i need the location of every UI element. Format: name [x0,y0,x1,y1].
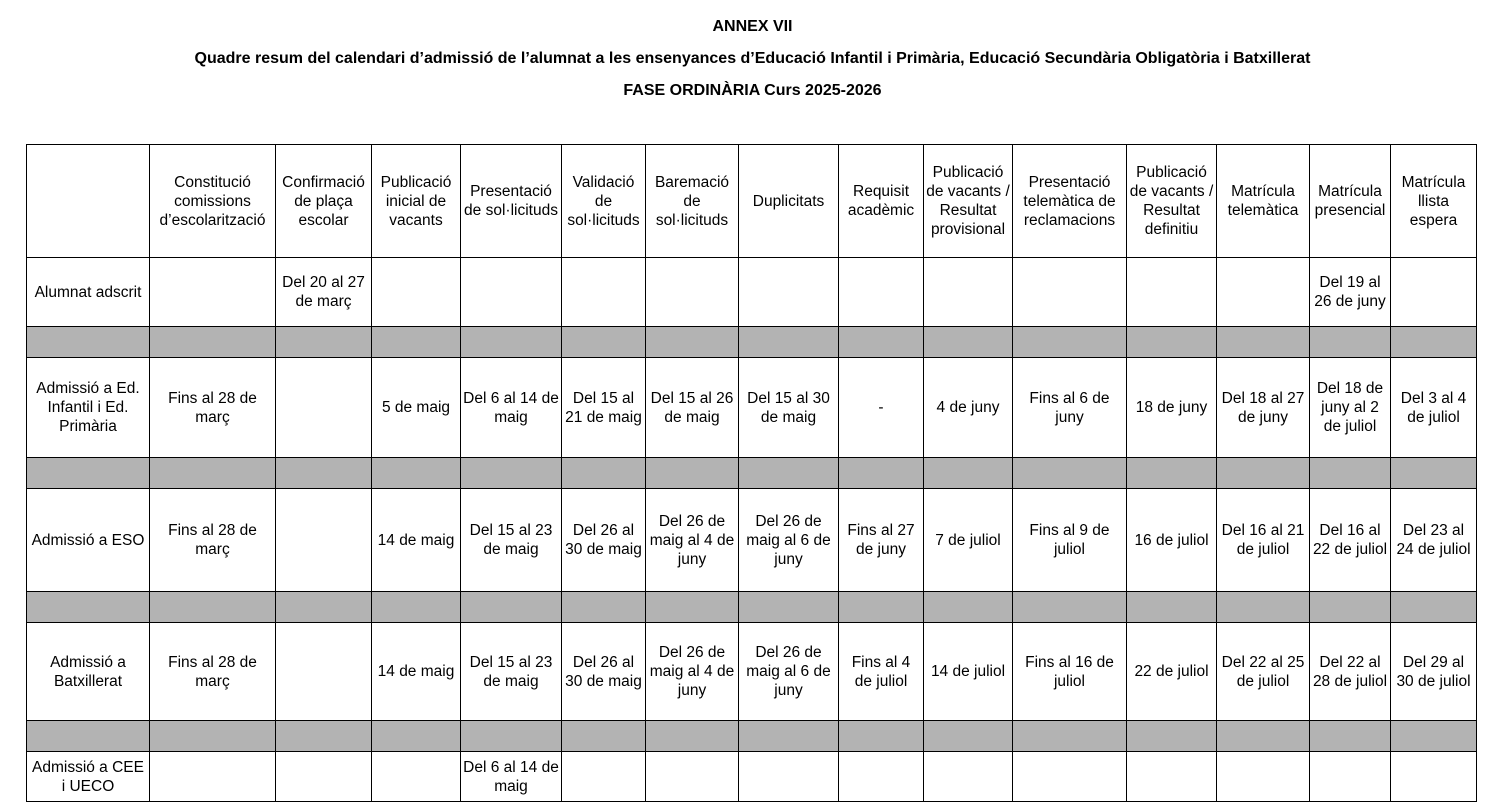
table-cell [839,258,924,327]
table-cell [924,752,1013,802]
table-cell [1217,752,1310,802]
column-header: Presentació de sol·licituds [461,145,562,258]
row-label: Alumnat adscrit [27,258,150,327]
column-header: Publicació de vacants / Resultat provisional [924,145,1013,258]
row-label: Admissió a Ed. Infantil i Ed. Primària [27,358,150,458]
row-label: Admissió a Batxillerat [27,623,150,721]
separator-cell [1013,592,1127,623]
separator-cell [739,327,839,358]
admission-calendar-table [26,144,1477,802]
table-cell: Del 26 al 30 de maig [562,489,646,592]
table-cell [1013,258,1127,327]
table-cell: Del 6 al 14 de maig [461,358,562,458]
table-cell: Del 18 de juny al 2 de juliol [1310,358,1391,458]
table-cell: Fins al 28 de març [150,358,276,458]
separator-row [27,721,1477,752]
table-cell [1391,752,1477,802]
table-cell: Fins al 4 de juliol [839,623,924,721]
header-row [27,145,1477,258]
column-header: Publicació inicial de vacants [372,145,461,258]
column-header: Matrícula llista espera [1391,145,1477,258]
separator-cell [27,327,150,358]
column-header: Baremació de sol·licituds [646,145,739,258]
table-cell [372,258,461,327]
separator-cell [1310,327,1391,358]
separator-cell [372,721,461,752]
separator-cell [1391,592,1477,623]
table-cell: Del 15 al 23 de maig [461,623,562,721]
table-cell: Fins al 27 de juny [839,489,924,592]
table-cell [461,258,562,327]
table-cell: Fins al 16 de juliol [1013,623,1127,721]
separator-cell [839,721,924,752]
table-cell: 4 de juny [924,358,1013,458]
table-row [27,752,1477,802]
table-cell [562,258,646,327]
table-cell: Del 22 al 28 de juliol [1310,623,1391,721]
separator-cell [1217,592,1310,623]
separator-cell [646,721,739,752]
separator-cell [924,327,1013,358]
header-corner-cell [27,145,150,258]
row-label: Admissió a CEE i UECO [27,752,150,802]
separator-row [27,327,1477,358]
table-cell: Del 20 al 27 de març [276,258,372,327]
separator-cell [1013,458,1127,489]
separator-row [27,458,1477,489]
table-cell: Del 16 al 21 de juliol [1217,489,1310,592]
separator-cell [1013,721,1127,752]
phase-title: FASE ORDINÀRIA Curs 2025-2026 [623,82,882,99]
table-cell [1127,752,1217,802]
separator-cell [461,721,562,752]
column-header: Requisit acadèmic [839,145,924,258]
table-row [27,358,1477,458]
separator-cell [372,327,461,358]
separator-cell [562,327,646,358]
separator-cell [1217,458,1310,489]
column-header: Publicació de vacants / Resultat definitiu [1127,145,1217,258]
separator-cell [646,592,739,623]
separator-cell [1391,721,1477,752]
column-header: Matrícula telemàtica [1217,145,1310,258]
table-row [27,623,1477,721]
table-cell: Fins al 28 de març [150,623,276,721]
table-cell [276,752,372,802]
table-row [27,489,1477,592]
table-cell: 14 de maig [372,489,461,592]
table-cell [1127,258,1217,327]
table-cell [1013,752,1127,802]
separator-row [27,592,1477,623]
table-cell: 5 de maig [372,358,461,458]
column-header: Validació de sol·licituds [562,145,646,258]
column-header: Presentació telemàtica de reclamacions [1013,145,1127,258]
table-cell: Del 18 al 27 de juny [1217,358,1310,458]
table-cell [739,752,839,802]
table-cell: Del 26 de maig al 6 de juny [739,489,839,592]
column-header: Duplicitats [739,145,839,258]
table-cell [150,258,276,327]
table-cell [924,258,1013,327]
column-header: Matrícula presencial [1310,145,1391,258]
separator-cell [1310,592,1391,623]
separator-cell [1391,458,1477,489]
table-cell: Fins al 9 de juliol [1013,489,1127,592]
table-cell: 22 de juliol [1127,623,1217,721]
separator-cell [1217,327,1310,358]
separator-cell [372,458,461,489]
table-cell: Del 26 al 30 de maig [562,623,646,721]
separator-cell [739,721,839,752]
table-cell: Del 15 al 30 de maig [739,358,839,458]
table-cell: 18 de juny [1127,358,1217,458]
table-cell: Del 3 al 4 de juliol [1391,358,1477,458]
separator-cell [150,592,276,623]
separator-cell [276,458,372,489]
separator-cell [27,721,150,752]
table-cell: Fins al 28 de març [150,489,276,592]
table-cell [1391,258,1477,327]
table-cell [276,623,372,721]
separator-cell [1310,458,1391,489]
table-cell: - [839,358,924,458]
table-cell: Del 26 de maig al 4 de juny [646,623,739,721]
table-cell [276,489,372,592]
column-header: Constitució comissions d’escolarització [150,145,276,258]
separator-cell [461,458,562,489]
table-cell: Del 26 de maig al 4 de juny [646,489,739,592]
separator-cell [1127,458,1217,489]
separator-cell [1217,721,1310,752]
separator-cell [924,592,1013,623]
separator-cell [372,592,461,623]
separator-cell [646,327,739,358]
table-cell: 14 de juliol [924,623,1013,721]
table-cell [739,258,839,327]
table-cell: Del 15 al 23 de maig [461,489,562,592]
separator-cell [1127,721,1217,752]
table-cell: Del 16 al 22 de juliol [1310,489,1391,592]
document-subtitle: Quadre resum del calendari d’admissió de l’alumnat a les ensenyances d’Educació Infantil i Primària, Educació Secundària Obligatòria i Batxillerat [194,50,1311,67]
separator-cell [1391,327,1477,358]
table-cell [646,752,739,802]
separator-cell [276,721,372,752]
separator-cell [562,458,646,489]
separator-cell [924,721,1013,752]
row-label: Admissió a ESO [27,489,150,592]
table-cell [150,752,276,802]
separator-cell [1310,721,1391,752]
separator-cell [924,458,1013,489]
separator-cell [150,458,276,489]
separator-cell [461,592,562,623]
table-cell: Del 23 al 24 de juliol [1391,489,1477,592]
separator-cell [150,721,276,752]
separator-cell [562,721,646,752]
table-cell: Del 15 al 26 de maig [646,358,739,458]
separator-cell [461,327,562,358]
separator-cell [276,592,372,623]
table-cell: Del 6 al 14 de maig [461,752,562,802]
table-cell [1310,752,1391,802]
table-cell [276,358,372,458]
annex-title: ANNEX VII [712,18,793,35]
separator-cell [739,592,839,623]
table-cell: Del 26 de maig al 6 de juny [739,623,839,721]
table-cell: Del 19 al 26 de juny [1310,258,1391,327]
column-header: Confirmació de plaça escolar [276,145,372,258]
separator-cell [1127,327,1217,358]
table-cell: Fins al 6 de juny [1013,358,1127,458]
separator-cell [646,458,739,489]
separator-cell [839,592,924,623]
table-cell: Del 29 al 30 de juliol [1391,623,1477,721]
separator-cell [739,458,839,489]
table-cell [562,752,646,802]
separator-cell [27,458,150,489]
separator-cell [150,327,276,358]
separator-cell [562,592,646,623]
table-cell [1217,258,1310,327]
table-cell: Del 22 al 25 de juliol [1217,623,1310,721]
table-cell: 14 de maig [372,623,461,721]
separator-cell [839,327,924,358]
separator-cell [27,592,150,623]
table-cell: Del 15 al 21 de maig [562,358,646,458]
table-row [27,258,1477,327]
table-cell: 7 de juliol [924,489,1013,592]
separator-cell [1013,327,1127,358]
separator-cell [839,458,924,489]
table-cell [839,752,924,802]
separator-cell [1127,592,1217,623]
table-cell [646,258,739,327]
table-cell [372,752,461,802]
separator-cell [276,327,372,358]
table-cell: 16 de juliol [1127,489,1217,592]
